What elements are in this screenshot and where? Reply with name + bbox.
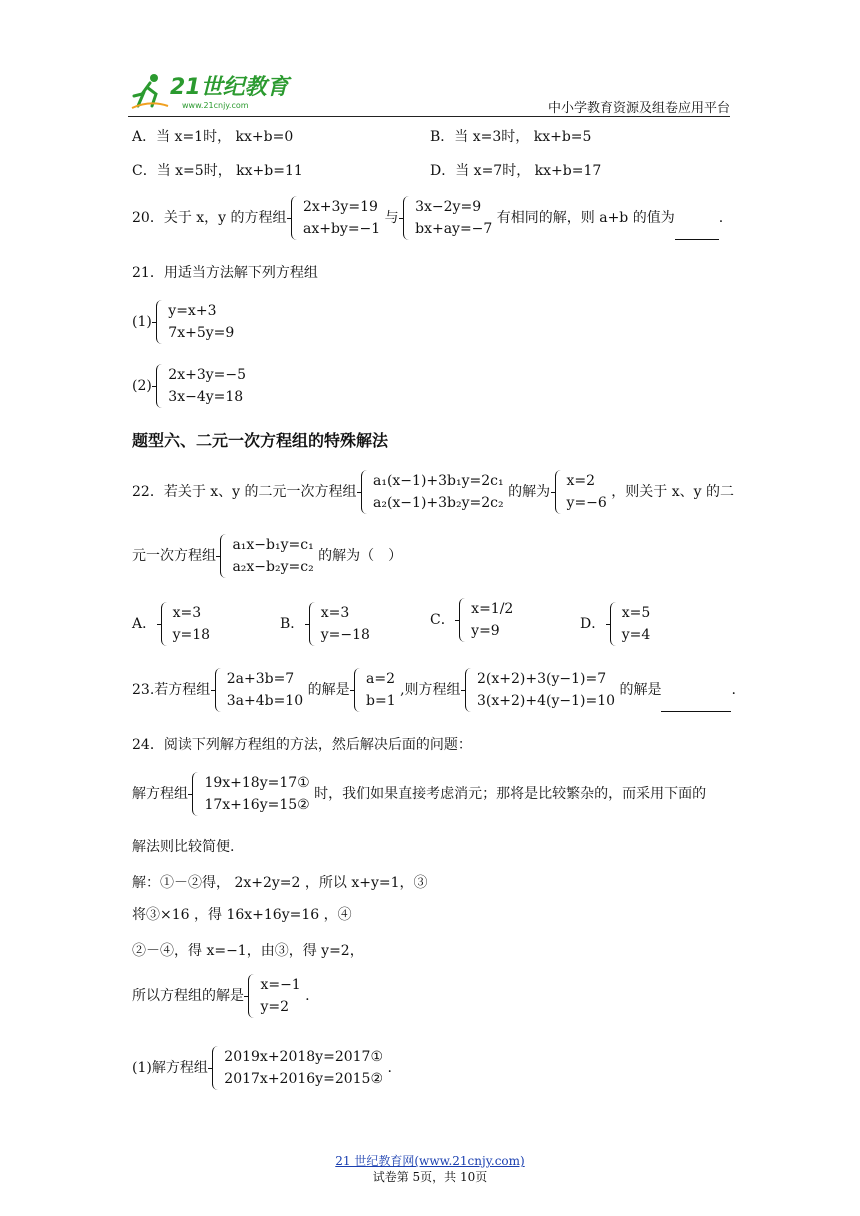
q24-step4-end: . <box>305 988 310 1004</box>
footer-link[interactable]: 21 世纪教育网(www.21cnjy.com) <box>335 1154 525 1168</box>
equation: y=4 <box>621 627 651 643</box>
q22-option-a <box>132 602 210 646</box>
q22-line2-prefix: 元一次方程组 <box>132 548 216 564</box>
q22-option-d <box>580 602 650 646</box>
answer-blank[interactable] <box>661 711 731 712</box>
q24-line-2: 解法则比较简便. <box>132 839 235 855</box>
q20-end: . <box>718 210 724 226</box>
header-divider <box>128 116 730 117</box>
q23-solution <box>354 668 396 712</box>
q24-step-3: ②－④，得 x=−1，由③，得 y=2， <box>132 943 364 959</box>
q24-line1-suffix: 时，我们如果直接考虑消元；那将是比较繁杂的，而采用下面的 <box>314 786 707 802</box>
equation: 2017x+2016y=2015② <box>224 1071 383 1087</box>
q20-suffix: 有相同的解，则 a+b 的值为 <box>496 210 675 226</box>
equation: 19x+18y=17① <box>204 775 310 791</box>
q21-system-1 <box>156 300 234 344</box>
q21-part-2 <box>132 364 246 408</box>
q22-prefix: 22．若关于 x、y 的二元一次方程组 <box>132 484 357 500</box>
q20-mid: 与 <box>384 210 399 226</box>
equation: 3x−4y=18 <box>168 389 244 405</box>
q22-solution <box>555 470 607 514</box>
equation: x=5 <box>621 605 651 621</box>
option-label: C． <box>430 612 455 628</box>
q24-step4-solution <box>248 974 300 1018</box>
q19-option-a: A．当 x=1时， kx+b=0 <box>132 129 294 145</box>
q19-option-b: B．当 x=3时， kx+b=5 <box>430 129 592 145</box>
equation: y=−18 <box>320 627 370 643</box>
option-system <box>610 602 651 646</box>
q24-step4-prefix: 所以方程组的解是 <box>132 988 244 1004</box>
q19-option-c: C．当 x=5时， kx+b=11 <box>132 163 303 179</box>
q23-system-2 <box>465 668 615 712</box>
question-24-title: 24．阅读下列解方程组的方法，然后解决后面的问题： <box>132 737 472 753</box>
q23-prefix: 23.若方程组 <box>132 682 211 698</box>
equation: y=18 <box>172 627 211 643</box>
question-20 <box>132 196 723 240</box>
question-23 <box>132 668 736 712</box>
q22-suffix: ，则关于 x、y 的二 <box>611 484 734 500</box>
equation: 17x+16y=15② <box>204 797 310 813</box>
option-system <box>459 598 513 642</box>
equation: a₂x−b₂y=c₂ <box>232 559 314 575</box>
logo-url: www.21cnjy.com <box>182 101 249 110</box>
equation: 3a+4b=10 <box>226 693 304 709</box>
page-number: 试卷第 5页，共 10页 <box>372 1170 488 1184</box>
equation: 2x+3y=19 <box>302 199 378 215</box>
equation: a=2 <box>366 671 396 687</box>
q22-system-1 <box>361 470 504 514</box>
q22-option-c <box>430 598 513 642</box>
q23-end: . <box>731 682 736 698</box>
equation: y=−6 <box>566 495 607 511</box>
question-22-line-2 <box>132 534 402 578</box>
platform-name: 中小学教育资源及组卷应用平台 <box>547 101 730 116</box>
q23-system-1 <box>215 668 303 712</box>
q21-part-1 <box>132 300 234 344</box>
part-label: (2) <box>132 378 152 394</box>
q19-option-d: D．当 x=7时， kx+b=17 <box>430 163 602 179</box>
q24-p1-end: . <box>387 1060 392 1076</box>
q22-option-b <box>280 602 370 646</box>
logo <box>130 70 290 114</box>
equation: y=x+3 <box>168 303 217 319</box>
equation: y=9 <box>471 623 500 639</box>
option-label: A． <box>132 616 157 632</box>
q23-mid2: ,则方程组 <box>400 682 461 698</box>
equation: a₂(x−1)+3b₂y=2c₂ <box>372 495 504 511</box>
equation: a₁(x−1)+3b₁y=2c₁ <box>372 473 504 489</box>
option-system <box>161 602 210 646</box>
q24-line-1 <box>132 772 706 816</box>
equation: 2(x+2)+3(y−1)=7 <box>477 671 607 687</box>
q24-line1-prefix: 解方程组 <box>132 786 188 802</box>
q20-system-1 <box>291 196 380 240</box>
equation: bx+ay=−7 <box>415 221 493 237</box>
q24-p1-prefix: (1)解方程组 <box>132 1060 208 1076</box>
option-label: D． <box>580 616 606 632</box>
equation: a₁x−b₁y=c₁ <box>232 537 314 553</box>
equation: y=2 <box>260 999 289 1015</box>
q20-system-2 <box>403 196 492 240</box>
q22-mid: 的解为 <box>508 484 551 500</box>
equation: x=2 <box>566 473 596 489</box>
equation: x=3 <box>320 605 350 621</box>
option-label: B． <box>280 616 305 632</box>
q23-suffix: 的解是 <box>619 682 662 698</box>
equation: 2x+3y=−5 <box>168 367 247 383</box>
q24-system <box>192 772 309 816</box>
logo-text: 21世纪教育 <box>170 75 289 100</box>
equation: 2019x+2018y=2017① <box>224 1049 383 1065</box>
equation: x=1/2 <box>471 601 514 617</box>
q21-system-2 <box>156 364 246 408</box>
equation: b=1 <box>366 693 396 709</box>
q24-step-4 <box>132 974 310 1018</box>
equation: 7x+5y=9 <box>168 325 235 341</box>
q24-part-1 <box>132 1046 392 1090</box>
option-system <box>309 602 370 646</box>
equation: ax+by=−1 <box>302 221 381 237</box>
section-title: 题型六、二元一次方程组的特殊解法 <box>132 431 389 450</box>
q23-mid1: 的解是 <box>307 682 350 698</box>
question-22 <box>132 470 734 514</box>
answer-blank[interactable] <box>675 239 719 240</box>
question-21-title: 21．用适当方法解下列方程组 <box>132 265 318 281</box>
q20-prefix: 20．关于 x，y 的方程组 <box>132 210 287 226</box>
runner-icon <box>130 72 170 112</box>
q24-step-1: 解：①－②得， 2x+2y=2 ，所以 x+y=1，③ <box>132 875 428 891</box>
q24-p1-system <box>212 1046 383 1090</box>
equation: 2a+3b=7 <box>226 671 295 687</box>
q24-step-2: 将③×16 ，得 16x+16y=16 ，④ <box>132 907 352 923</box>
q22-system-2 <box>220 534 313 578</box>
equation: x=3 <box>172 605 202 621</box>
equation: x=−1 <box>260 977 301 993</box>
equation: 3(x+2)+4(y−1)=10 <box>477 693 616 709</box>
equation: 3x−2y=9 <box>415 199 482 215</box>
q22-line2-suffix: 的解为（ ） <box>318 548 403 564</box>
part-label: (1) <box>132 314 152 330</box>
